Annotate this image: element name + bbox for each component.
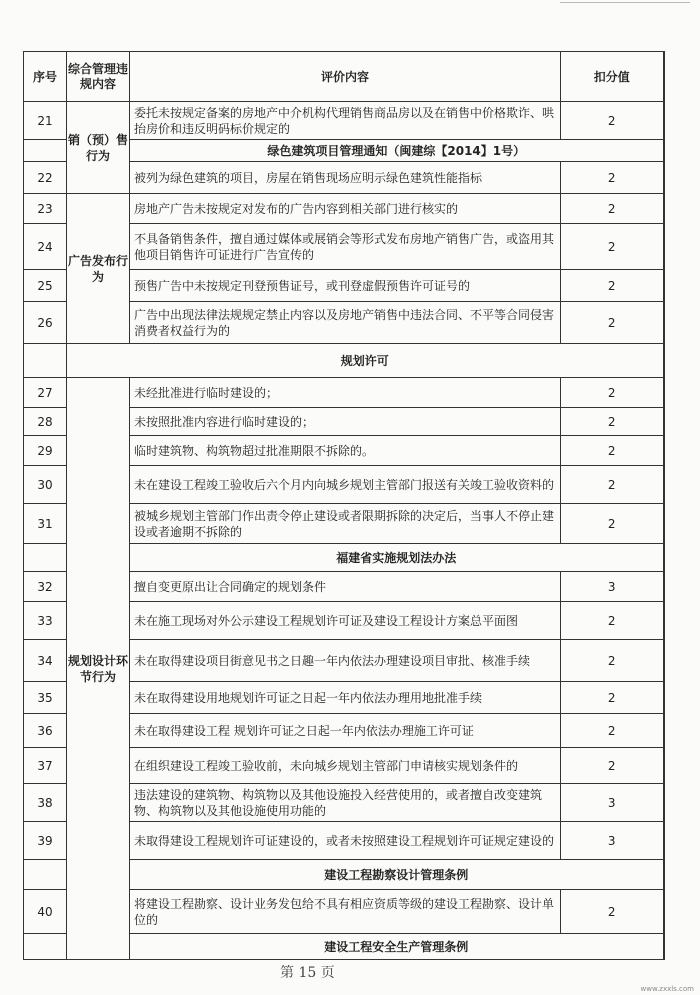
row-no: 33 — [24, 602, 67, 640]
section-green: 绿色建筑项目管理通知（闽建综【2014】1号） — [130, 140, 664, 162]
row-content: 被城乡规划主管部门作出责令停止建设或者限期拆除的决定后，当事人不停止建设或者逾期不拆除的 — [130, 504, 561, 544]
row-no: 23 — [24, 194, 67, 224]
row-score: 2 — [561, 408, 664, 436]
evaluation-table — [23, 51, 665, 960]
row-score: 2 — [561, 162, 664, 194]
row-content: 不具备销售条件，擅自通过媒体或展销会等形式发布房地产销售广告，或盗用其他项目销售许可证进行广告宣传的 — [130, 224, 561, 270]
header-content: 评价内容 — [130, 52, 561, 102]
row-content: 未在取得建设项目街意见书之日趣一年内依法办理建设项目审批、核准手续 — [130, 640, 561, 682]
row-content: 未按照批准内容进行临时建设的； — [130, 408, 561, 436]
row-score: 2 — [561, 504, 664, 544]
row-no: 25 — [24, 270, 67, 302]
row-score: 3 — [561, 822, 664, 860]
category-planning: 规划设计环节行为 — [67, 378, 130, 960]
section-planning-permit: 规划许可 — [67, 344, 664, 378]
row-no: 31 — [24, 504, 67, 544]
row-content: 未在施工现场对外公示建设工程规划许可证及建设工程设计方案总平面图 — [130, 602, 561, 640]
table-row — [24, 194, 664, 224]
row-content: 未在建设工程竣工验收后六个月内向城乡规划主管部门报送有关竣工验收资料的 — [130, 466, 561, 504]
section-survey: 建设工程勘察设计管理条例 — [130, 860, 664, 890]
row-content: 违法建设的建筑物、构筑物以及其他设施投入经营使用的，或者擅自改变建筑物、构筑物以及其他设施使用功能的 — [130, 784, 561, 822]
row-no: 26 — [24, 302, 67, 344]
row-score: 2 — [561, 270, 664, 302]
row-no: 27 — [24, 378, 67, 408]
category-sales: 销（预）售行为 — [67, 102, 130, 194]
header-no: 序号 — [24, 52, 67, 102]
row-content: 预售广告中未按规定刊登预售证号，或刊登虚假预售许可证号的 — [130, 270, 561, 302]
row-no: 39 — [24, 822, 67, 860]
row-no: 30 — [24, 466, 67, 504]
category-ads: 广告发布行为 — [67, 194, 130, 344]
row-score: 2 — [561, 714, 664, 748]
row-no: 21 — [24, 102, 67, 140]
row-content: 房地产广告未按规定对发布的广告内容到相关部门进行核实的 — [130, 194, 561, 224]
row-content: 未取得建设工程规划许可证建设的，或者未按照建设工程规划许可证规定建设的 — [130, 822, 561, 860]
row-content: 委托未按规定备案的房地产中介机构代理销售商品房以及在销售中价格欺诈、哄抬房价和违反明码标价规定的 — [130, 102, 561, 140]
row-no: 37 — [24, 748, 67, 784]
section-fujian: 福建省实施规划法办法 — [130, 544, 664, 572]
row-score: 2 — [561, 302, 664, 344]
row-score: 2 — [561, 194, 664, 224]
row-score: 2 — [561, 378, 664, 408]
row-content: 未经批准进行临时建设的； — [130, 378, 561, 408]
row-no: 35 — [24, 682, 67, 714]
row-score: 3 — [561, 784, 664, 822]
row-score: 2 — [561, 102, 664, 140]
page-number: 第 15 页 — [280, 965, 335, 981]
section-safety: 建设工程安全生产管理条例 — [130, 934, 664, 960]
row-score: 2 — [561, 640, 664, 682]
row-no: 36 — [24, 714, 67, 748]
row-score: 2 — [561, 436, 664, 466]
row-no: 29 — [24, 436, 67, 466]
row-no: 28 — [24, 408, 67, 436]
row-content: 擅自变更原出让合同确定的规划条件 — [130, 572, 561, 602]
row-no: 22 — [24, 162, 67, 194]
row-score: 2 — [561, 224, 664, 270]
row-score: 3 — [561, 572, 664, 602]
row-no: 24 — [24, 224, 67, 270]
row-score: 2 — [561, 602, 664, 640]
header-score: 扣分值 — [561, 52, 664, 102]
row-content: 未在取得建设工程 规划许可证之日起一年内依法办理施工许可证 — [130, 714, 561, 748]
row-score: 2 — [561, 682, 664, 714]
watermark: www.zxxls.com — [640, 985, 694, 993]
header-category: 综合管理违规内容 — [67, 52, 130, 102]
row-content: 被列为绿色建筑的项目，房屋在销售现场应明示绿色建筑性能指标 — [130, 162, 561, 194]
row-content: 广告中出现法律法规规定禁止内容以及房地产销售中违法合同、不平等合同侵害消费者权益行为的 — [130, 302, 561, 344]
row-score: 2 — [561, 466, 664, 504]
row-content: 未在取得建设用地规划许可证之日起一年内依法办理用地批准手续 — [130, 682, 561, 714]
scan-edge-line — [560, 2, 690, 3]
row-no: 34 — [24, 640, 67, 682]
row-score: 2 — [561, 748, 664, 784]
table-header-row — [24, 52, 664, 102]
row-content: 将建设工程勘察、设计业务发包给不具有相应资质等级的建设工程勘察、设计单位的 — [130, 890, 561, 934]
row-content: 临时建筑物、构筑物超过批准期限不拆除的。 — [130, 436, 561, 466]
row-no: 32 — [24, 572, 67, 602]
table-row — [24, 378, 664, 408]
row-score: 2 — [561, 890, 664, 934]
row-no: 38 — [24, 784, 67, 822]
row-content: 在组织建设工程竣工验收前，未向城乡规划主管部门申请核实规划条件的 — [130, 748, 561, 784]
row-no: 40 — [24, 890, 67, 934]
table-row — [24, 102, 664, 140]
section-row — [24, 344, 664, 378]
